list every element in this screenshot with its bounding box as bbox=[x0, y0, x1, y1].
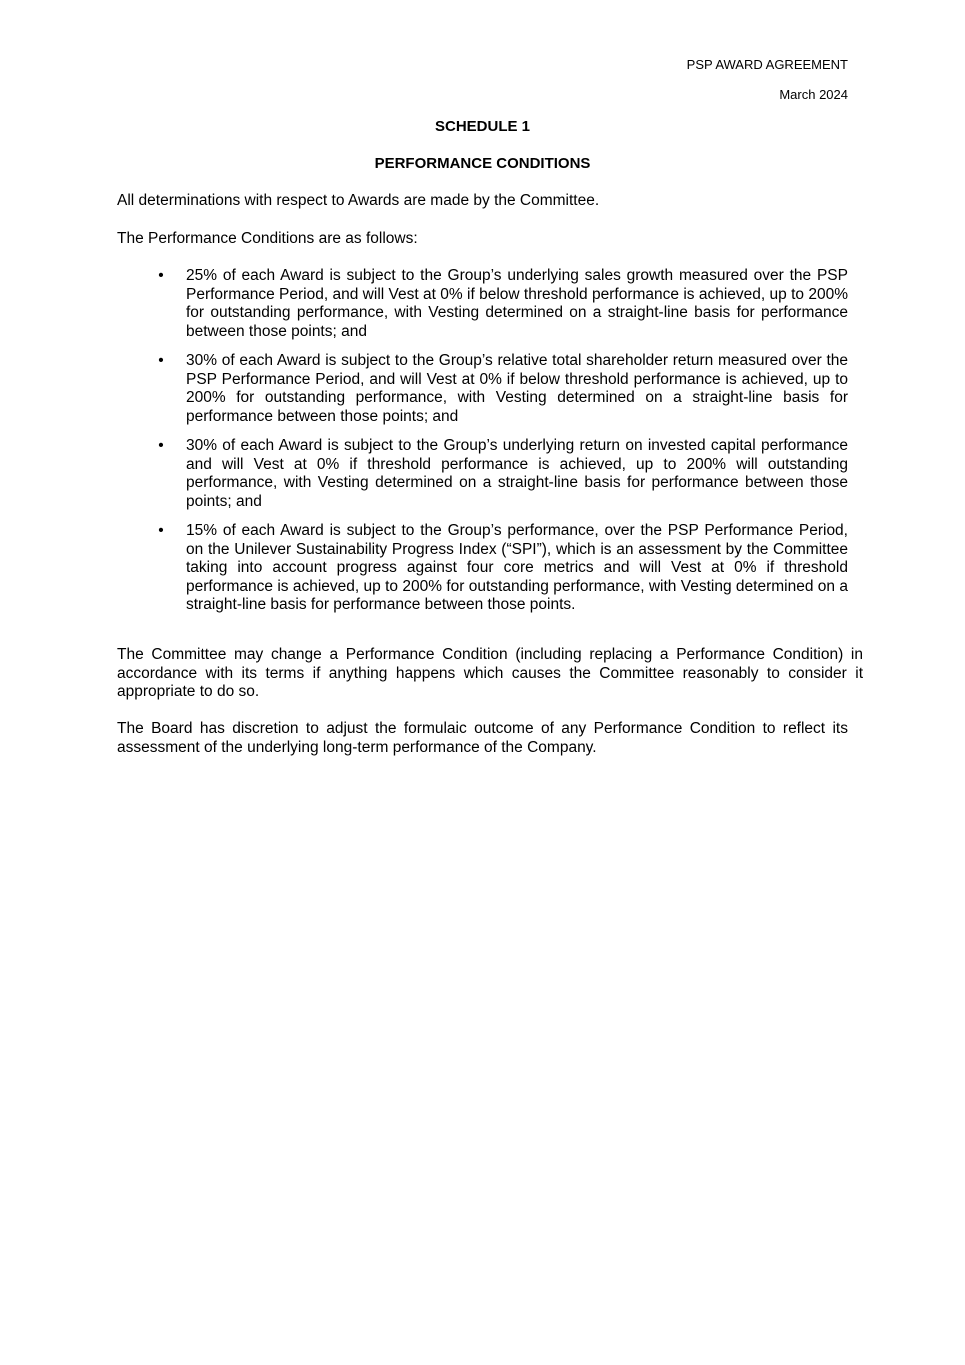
bullet-icon: • bbox=[158, 267, 164, 284]
condition-text: 25% of each Award is subject to the Group’s underlying sales growth measured over the PSP Performance Period, and will Vest at 0% if below threshold performance is achieved, up to 200% for outstanding performance, with Vesting determined on a straight-line basis for performance between those points; and bbox=[186, 267, 848, 340]
performance-conditions-list bbox=[117, 267, 848, 626]
condition-text: 15% of each Award is subject to the Group’s performance, over the PSP Performance Period, on the Unilever Sustainability Progress Index (“SPI”), which is an assessment by the Committee taking into account progress against four core metrics and will Vest at 0% if threshold performance is achieved, up to 200% for outstanding performance, with Vesting determined on a straight-line basis for performance between those points. bbox=[186, 522, 848, 613]
list-item bbox=[117, 437, 848, 511]
condition-text: 30% of each Award is subject to the Group’s underlying return on invested capital performance and will Vest at 0% if threshold performance is achieved, up to 200% will outstanding performance, with Vesting determined on a straight-line basis for performance between those points; and bbox=[186, 437, 848, 510]
document-date: March 2024 bbox=[779, 87, 848, 102]
list-item bbox=[117, 267, 848, 341]
committee-change-paragraph: The Committee may change a Performance Condition (including replacing a Performance Condition) in accordance with its terms if anything happens which causes the Committee reasonably to consider it appropriate to do so. bbox=[117, 646, 863, 700]
bullet-icon: • bbox=[158, 522, 164, 539]
condition-text: 30% of each Award is subject to the Group’s relative total shareholder return measured over the PSP Performance Period, and will Vest at 0% if below threshold performance is achieved, up to 200% for outstanding performance, with Vesting determined on a straight-line basis for performance between those points; and bbox=[186, 352, 848, 425]
conditions-lead-paragraph: The Performance Conditions are as follows: bbox=[117, 230, 418, 247]
intro-paragraph: All determinations with respect to Awards are made by the Committee. bbox=[117, 192, 600, 209]
bullet-icon: • bbox=[158, 437, 164, 454]
schedule-heading: PERFORMANCE CONDITIONS bbox=[374, 155, 591, 172]
agreement-title: PSP AWARD AGREEMENT bbox=[686, 57, 848, 72]
bullet-icon: • bbox=[158, 352, 164, 369]
board-discretion-paragraph: The Board has discretion to adjust the formulaic outcome of any Performance Condition to reflect its assessment of the underlying long-term performance of the Company. bbox=[117, 720, 848, 756]
list-item bbox=[117, 522, 848, 615]
schedule-number: SCHEDULE 1 bbox=[434, 118, 531, 135]
list-item bbox=[117, 352, 848, 426]
